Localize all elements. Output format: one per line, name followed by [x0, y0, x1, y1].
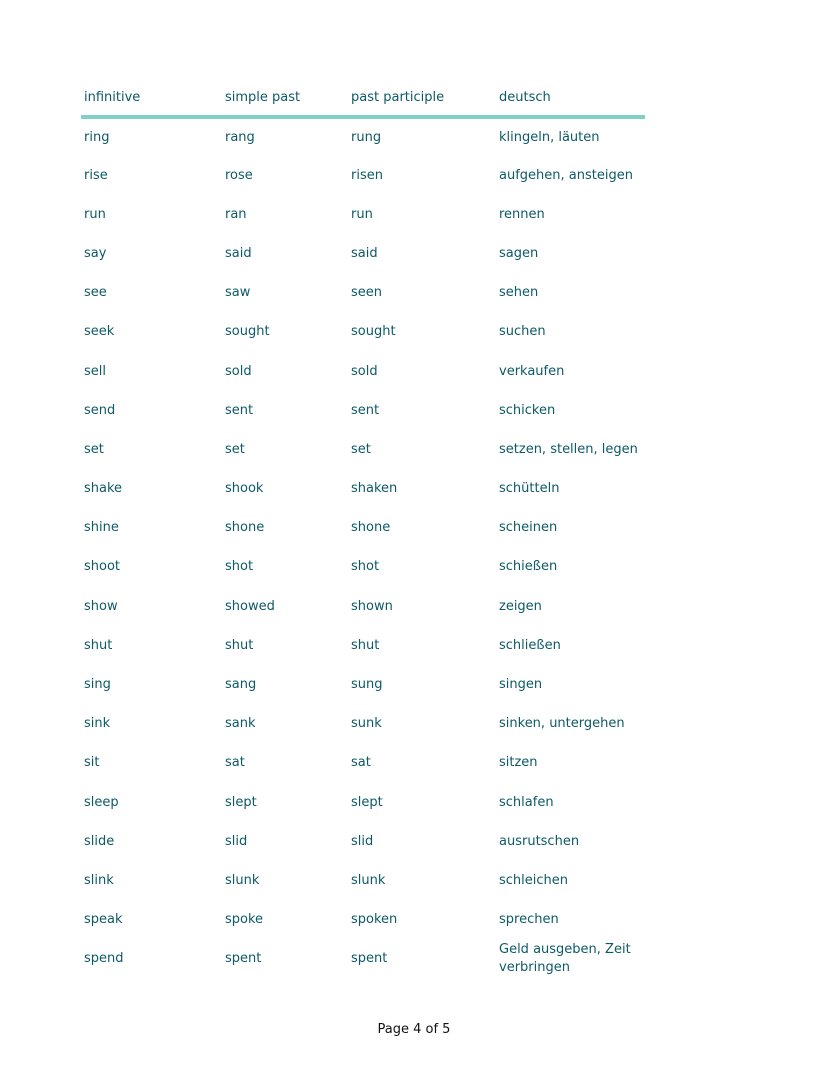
cell-simple-past: shot	[225, 559, 254, 575]
cell-infinitive: sit	[84, 755, 100, 771]
cell-past-participle: shone	[351, 520, 391, 536]
cell-simple-past: sang	[225, 677, 257, 693]
cell-past-participle: rung	[351, 129, 382, 145]
cell-simple-past: shook	[225, 481, 264, 497]
table-row	[81, 822, 645, 861]
cell-infinitive: say	[84, 245, 107, 261]
cell-infinitive: send	[84, 402, 116, 418]
cell-past-participle: shaken	[351, 481, 398, 497]
cell-infinitive: show	[84, 598, 118, 614]
cell-past-participle: spoken	[351, 912, 398, 928]
cell-past-participle: said	[351, 245, 378, 261]
cell-past-participle: shut	[351, 637, 380, 653]
cell-deutsch: sehen	[499, 285, 539, 301]
cell-infinitive: see	[84, 285, 107, 301]
cell-infinitive: set	[84, 441, 104, 457]
table-row	[81, 705, 645, 744]
cell-deutsch: sinken, untergehen	[499, 716, 625, 732]
cell-simple-past: ran	[225, 206, 247, 222]
table-row	[81, 861, 645, 900]
table-row	[81, 509, 645, 548]
table-row	[81, 234, 645, 273]
cell-deutsch: schleichen	[499, 872, 569, 888]
cell-past-participle: set	[351, 441, 371, 457]
cell-infinitive: shut	[84, 637, 113, 653]
cell-deutsch: schlafen	[499, 794, 554, 810]
header-simple-past: simple past	[222, 79, 348, 117]
cell-infinitive: seek	[84, 324, 115, 340]
cell-past-participle: sunk	[351, 716, 382, 732]
cell-infinitive: sing	[84, 677, 111, 693]
cell-infinitive: slink	[84, 872, 114, 888]
cell-past-participle: sought	[351, 324, 396, 340]
cell-past-participle: slid	[351, 833, 374, 849]
cell-past-participle: sold	[351, 363, 378, 379]
table-row	[81, 665, 645, 704]
table-header-row	[81, 79, 645, 117]
cell-deutsch: schießen	[499, 559, 558, 575]
cell-past-participle: risen	[351, 167, 383, 183]
cell-simple-past: slid	[225, 833, 248, 849]
header-deutsch: deutsch	[496, 79, 645, 117]
table-row	[81, 156, 645, 195]
cell-simple-past: spoke	[225, 912, 264, 928]
cell-past-participle: shot	[351, 559, 380, 575]
cell-infinitive: shine	[84, 520, 119, 536]
table-row	[81, 783, 645, 822]
cell-deutsch: setzen, stellen, legen	[499, 441, 638, 457]
cell-infinitive: shoot	[84, 559, 121, 575]
table-row	[81, 274, 645, 313]
cell-deutsch: scheinen	[499, 520, 558, 536]
cell-deutsch: sagen	[499, 245, 539, 261]
cell-past-participle: slept	[351, 794, 383, 810]
cell-past-participle: sat	[351, 755, 371, 771]
table-row	[81, 744, 645, 783]
cell-simple-past: set	[225, 441, 245, 457]
cell-simple-past: slept	[225, 794, 257, 810]
cell-simple-past: said	[225, 245, 252, 261]
cell-simple-past: slunk	[225, 872, 260, 888]
cell-deutsch: sitzen	[499, 755, 538, 771]
cell-simple-past: spent	[225, 951, 262, 967]
cell-infinitive: spend	[84, 951, 124, 967]
cell-deutsch: aufgehen, ansteigen	[499, 167, 633, 183]
cell-deutsch: sprechen	[499, 912, 559, 928]
cell-infinitive: run	[84, 206, 106, 222]
cell-deutsch: verkaufen	[499, 363, 565, 379]
cell-infinitive: shake	[84, 481, 123, 497]
table-row	[81, 901, 645, 940]
cell-deutsch: schicken	[499, 402, 556, 418]
cell-past-participle: run	[351, 206, 373, 222]
cell-deutsch: suchen	[499, 324, 546, 340]
cell-infinitive: sink	[84, 716, 111, 732]
table-row	[81, 587, 645, 626]
irregular-verbs-table	[81, 79, 645, 979]
cell-past-participle: slunk	[351, 872, 386, 888]
table-row	[81, 626, 645, 665]
header-infinitive: infinitive	[81, 79, 222, 117]
cell-past-participle: seen	[351, 285, 383, 301]
cell-past-participle: sent	[351, 402, 380, 418]
cell-deutsch: klingeln, läuten	[499, 129, 600, 145]
table-row	[81, 940, 645, 979]
table-row	[81, 470, 645, 509]
cell-infinitive: rise	[84, 167, 108, 183]
table-row	[81, 430, 645, 469]
cell-infinitive: sell	[84, 363, 106, 379]
cell-infinitive: sleep	[84, 794, 119, 810]
cell-simple-past: saw	[225, 285, 251, 301]
table-row	[81, 548, 645, 587]
cell-deutsch: Geld ausgeben, Zeit verbringen	[499, 942, 631, 976]
cell-deutsch: schließen	[499, 637, 561, 653]
cell-infinitive: slide	[84, 833, 115, 849]
cell-simple-past: sank	[225, 716, 256, 732]
cell-simple-past: shut	[225, 637, 254, 653]
cell-simple-past: sold	[225, 363, 252, 379]
cell-simple-past: rose	[225, 167, 253, 183]
cell-infinitive: speak	[84, 912, 123, 928]
cell-past-participle: sung	[351, 677, 383, 693]
table-row	[81, 313, 645, 352]
cell-deutsch: schütteln	[499, 481, 560, 497]
table-row	[81, 117, 645, 156]
table-body	[81, 117, 645, 979]
cell-simple-past: sought	[225, 324, 270, 340]
page-number: Page 4 of 5	[377, 1022, 451, 1037]
table-row	[81, 195, 645, 234]
cell-simple-past: sent	[225, 402, 254, 418]
cell-past-participle: shown	[351, 598, 393, 614]
table-row	[81, 391, 645, 430]
cell-deutsch: ausrutschen	[499, 833, 580, 849]
cell-deutsch: zeigen	[499, 598, 542, 614]
cell-simple-past: sat	[225, 755, 245, 771]
cell-infinitive: ring	[84, 129, 110, 145]
cell-simple-past: rang	[225, 129, 255, 145]
cell-simple-past: showed	[225, 598, 275, 614]
cell-deutsch: singen	[499, 677, 543, 693]
cell-deutsch: rennen	[499, 206, 545, 222]
table-row	[81, 352, 645, 391]
header-past-participle: past participle	[348, 79, 496, 117]
cell-past-participle: spent	[351, 951, 388, 967]
cell-simple-past: shone	[225, 520, 265, 536]
